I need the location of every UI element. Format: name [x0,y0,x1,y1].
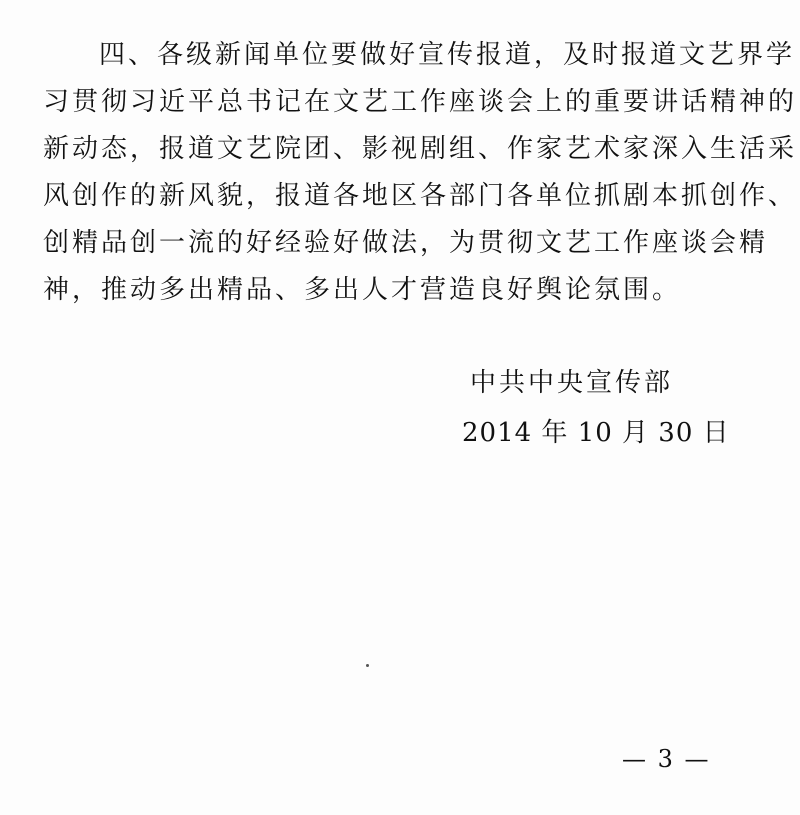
issuer-signature: 中共中央宣传部 [470,368,674,398]
paragraph-line: 风创作的新风貌，报道各地区各部门各单位抓剧本抓创作、 [43,181,798,211]
paragraph-line: 四、各级新闻单位要做好宣传报道，及时报道文艺界学 [99,40,796,70]
scan-speck [366,664,369,667]
paragraph-line: 神，推动多出精品、多出人才营造良好舆论氛围。 [43,275,682,305]
page-number: — 3 — [622,745,711,773]
issue-date: 2014 年 10 月 30 日 [462,418,730,448]
paragraph-line: 习贯彻习近平总书记在文艺工作座谈会上的重要讲话精神的 [43,87,798,117]
paragraph-line: 创精品创一流的好经验好做法，为贯彻文艺工作座谈会精 [43,228,769,258]
paragraph-line: 新动态，报道文艺院团、影视剧组、作家艺术家深入生活采 [43,134,798,164]
paragraph-four [43,32,798,314]
